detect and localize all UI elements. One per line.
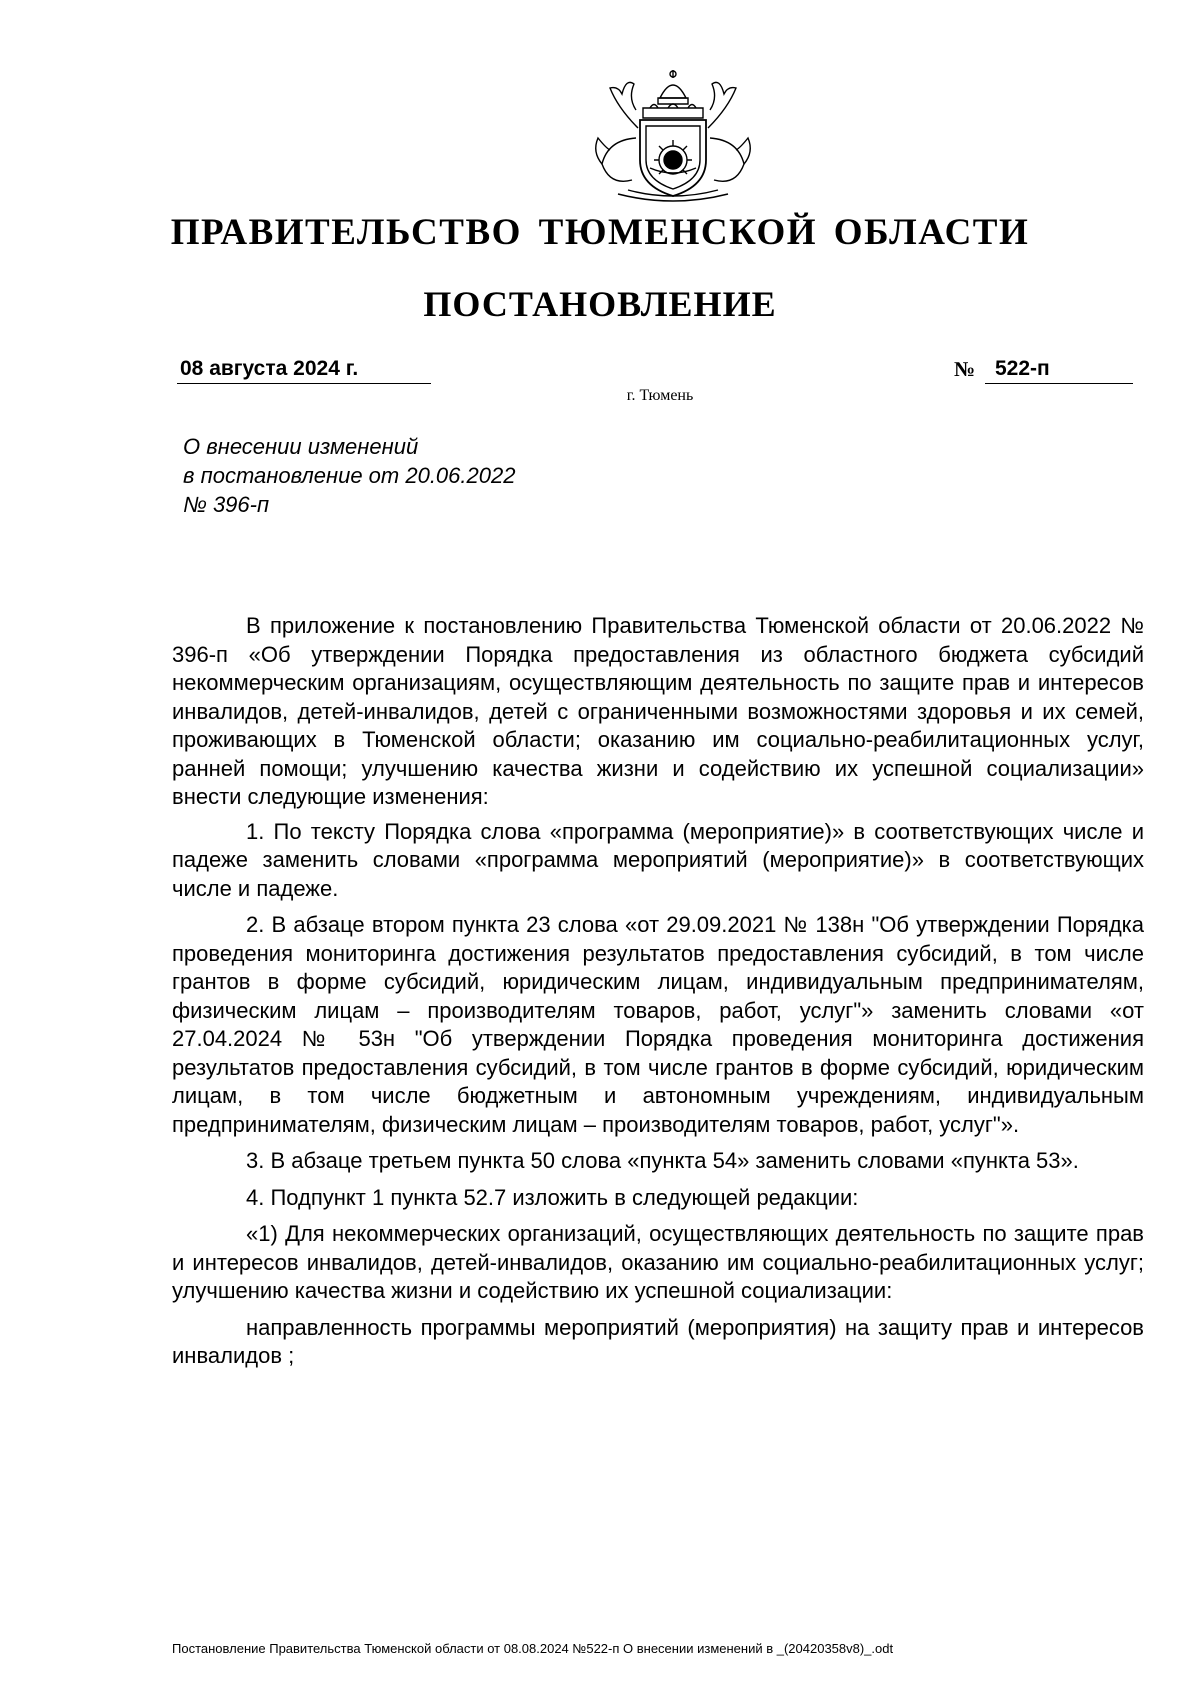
body-paragraph: «1) Для некоммерческих организаций, осуществляющих деятельность по защите прав и интересов инвалидов, детей-инвалидов, оказанию им социально-реабилитационных услуг; улучшению качества жизни и содействию их успешной социализации: [172, 1221, 1144, 1303]
body-paragraph: 1. По тексту Порядка слова «программа (мероприятие)» в соответствующих числе и падеже заменить словами «программа мероприятий (мероприятие)» в соответствующих числе и падеже. [172, 818, 1144, 901]
number-sign: № [954, 357, 976, 381]
document-number: 522-п [985, 357, 1133, 384]
government-title: ПРАВИТЕЛЬСТВО ТЮМЕНСКОЙ ОБЛАСТИ [170, 212, 1030, 253]
body-paragraph: 3. В абзаце третьем пункта 50 слова «пункта 54» заменить словами «пункта 53». [246, 1148, 1079, 1173]
subject-line: в постановление от 20.06.2022 [183, 463, 516, 488]
body-paragraph: направленность программы мероприятий (мероприятия) на защиту прав и интересов инвалидов ; [172, 1314, 1144, 1368]
document-footer: Постановление Правительства Тюменской области от 08.08.2024 №522-п О внесении изменений в _(20420358v8)_.odt [172, 1641, 894, 1656]
document-date: 08 августа 2024 г. [177, 357, 431, 384]
coat-of-arms-emblem [588, 68, 758, 204]
subject-line: № 396-п [183, 492, 270, 517]
body-paragraph: 2. В абзаце втором пункта 23 слова «от 29.09.2021 № 138н "Об утверждении Порядка проведения мониторинга достижения результатов предоставления субсидий, в том числе грантов в форме субсидий, юридическим лицам, индивидуальным предпринимателям, физическим лицам – производителям товаров, работ, услуг"» заменить словами «от 27.04.2024 № 53н "Об утверждении Порядка проведения мониторинга достижения результатов предоставления субсидий, в том числе грантов в форме субсидий, юридическим лицам, в том числе бюджетным и автономным учреждениям, индивидуальным предпринимателям, физическим лицам – производителям товаров, работ, услуг"». [172, 912, 1144, 1137]
document-type-heading: ПОСТАНОВЛЕНИЕ [423, 284, 777, 324]
subject-line: О внесении изменений [183, 434, 419, 459]
document-subject [183, 432, 515, 519]
body-paragraph: В приложение к постановлению Правительства Тюменской области от 20.06.2022 № 396-п «Об утверждении Порядка предоставления из областного бюджета субсидий некоммерческим организациям, осуществляющим деятельность по защите прав и интересов инвалидов, детей-инвалидов, детей с ограниченными возможностями здоровья и их семей, проживающих в Тюменской области; оказанию им социально-реабилитационных услуг, ранней помощи; улучшению качества жизни и содействию их успешной социализации» внести следующие изменения: [172, 613, 1144, 809]
document-body [172, 612, 1144, 1379]
city-label: г. Тюмень [626, 387, 694, 404]
body-paragraph: 4. Подпункт 1 пункта 52.7 изложить в следующей редакции: [246, 1184, 859, 1210]
